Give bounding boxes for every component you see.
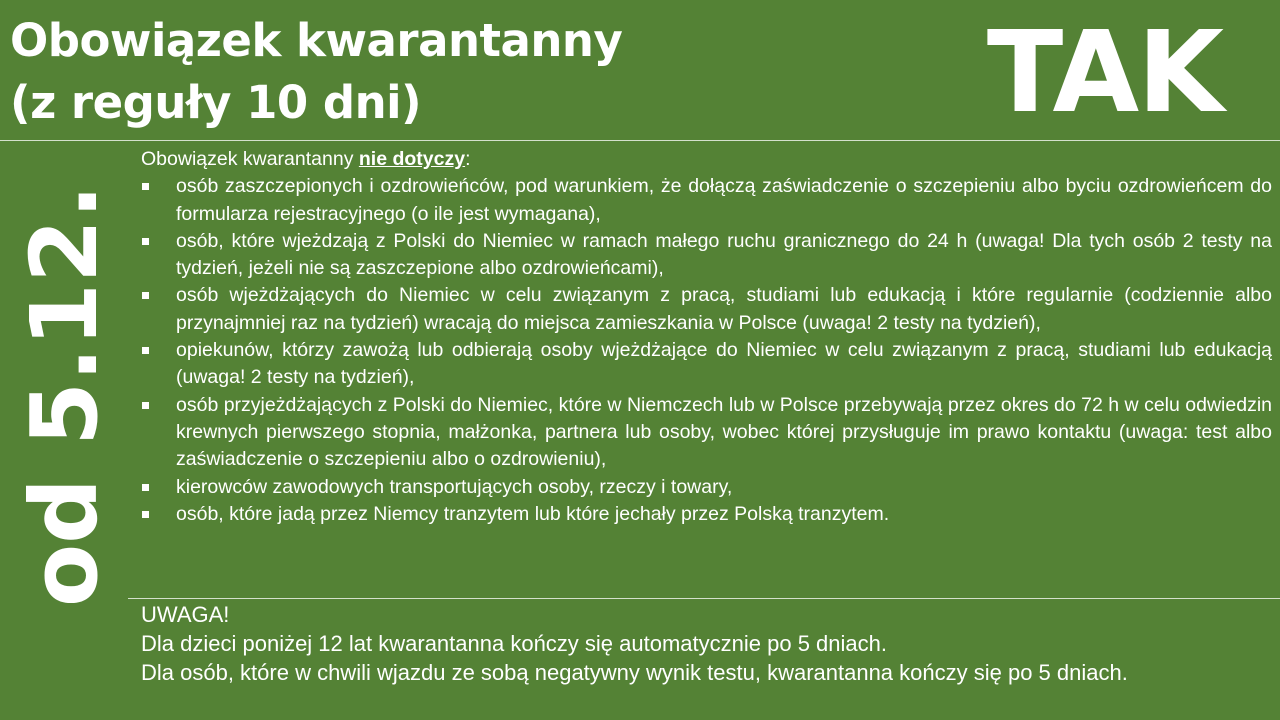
exemptions-list (141, 173, 1272, 528)
warning-section (141, 600, 1272, 687)
exemptions-intro (141, 146, 1272, 173)
list-item: opiekunów, którzy zawożą lub odbierają osoby wjeżdżające do Niemiec w celu związanym z pracą, studiami lub edukacją (uwaga! 2 testy na tydzień), (141, 337, 1272, 392)
exemptions-section (141, 146, 1272, 528)
list-item: kierowców zawodowych transportujących osoby, rzeczy i towary, (141, 474, 1272, 501)
intro-emphasis: nie dotyczy (358, 148, 466, 170)
page-title (10, 10, 910, 134)
intro-suffix: : (465, 148, 471, 170)
answer-label: TAK (986, 8, 1222, 138)
intro-prefix: Obowiązek kwarantanny (141, 148, 359, 170)
header-divider (0, 140, 1280, 141)
warning-line-2: Dla osób, które w chwili wjazdu ze sobą negatywny wynik testu, kwarantanna kończy się po 5 dniach. (141, 660, 1128, 685)
warning-line-1: Dla dzieci poniżej 12 lat kwarantanna kończy się automatycznie po 5 dniach. (141, 631, 887, 656)
list-item: osób, które jadą przez Niemcy tranzytem lub które jechały przez Polską tranzytem. (141, 501, 1272, 528)
warning-divider (128, 598, 1280, 599)
title-line-2: (z reguły 10 dni) (10, 76, 422, 129)
list-item: osób, które wjeżdzają z Polski do Niemiec w ramach małego ruchu granicznego do 24 h (uwaga! Dla tych osób 2 testy na tydzień, jeżeli nie są zaszczepione albo ozdrowieńcami), (141, 228, 1272, 283)
list-item: osób zaszczepionych i ozdrowieńców, pod warunkiem, że dołączą zaświadczenie o szczepieniu albo byciu ozdrowieńcem do formularza rejestracyjnego (o ile jest wymagana), (141, 173, 1272, 228)
side-date-text: od 5.12. (11, 184, 118, 608)
list-item: osób wjeżdżających do Niemiec w celu związanym z pracą, studiami lub edukacją i które regularnie (codziennie albo przynajmniej raz na tydzień) wracają do miejsca zamieszkania w Polsce (uwaga! 2 testy na tydzień), (141, 282, 1272, 337)
warning-heading: UWAGA! (141, 602, 230, 627)
list-item: osób przyjeżdżających z Polski do Niemiec, które w Niemczech lub w Polsce przebywają przez okres do 72 h w celu odwiedzin krewnych pierwszego stopnia, małżonka, partnera lub osoby, wobec której przysługuje im prawo kontaktu (uwaga: test albo zaświadczenie o szczepieniu albo o ozdrowieniu), (141, 392, 1272, 474)
side-date-label (10, 148, 120, 720)
title-line-1: Obowiązek kwarantanny (10, 14, 623, 67)
